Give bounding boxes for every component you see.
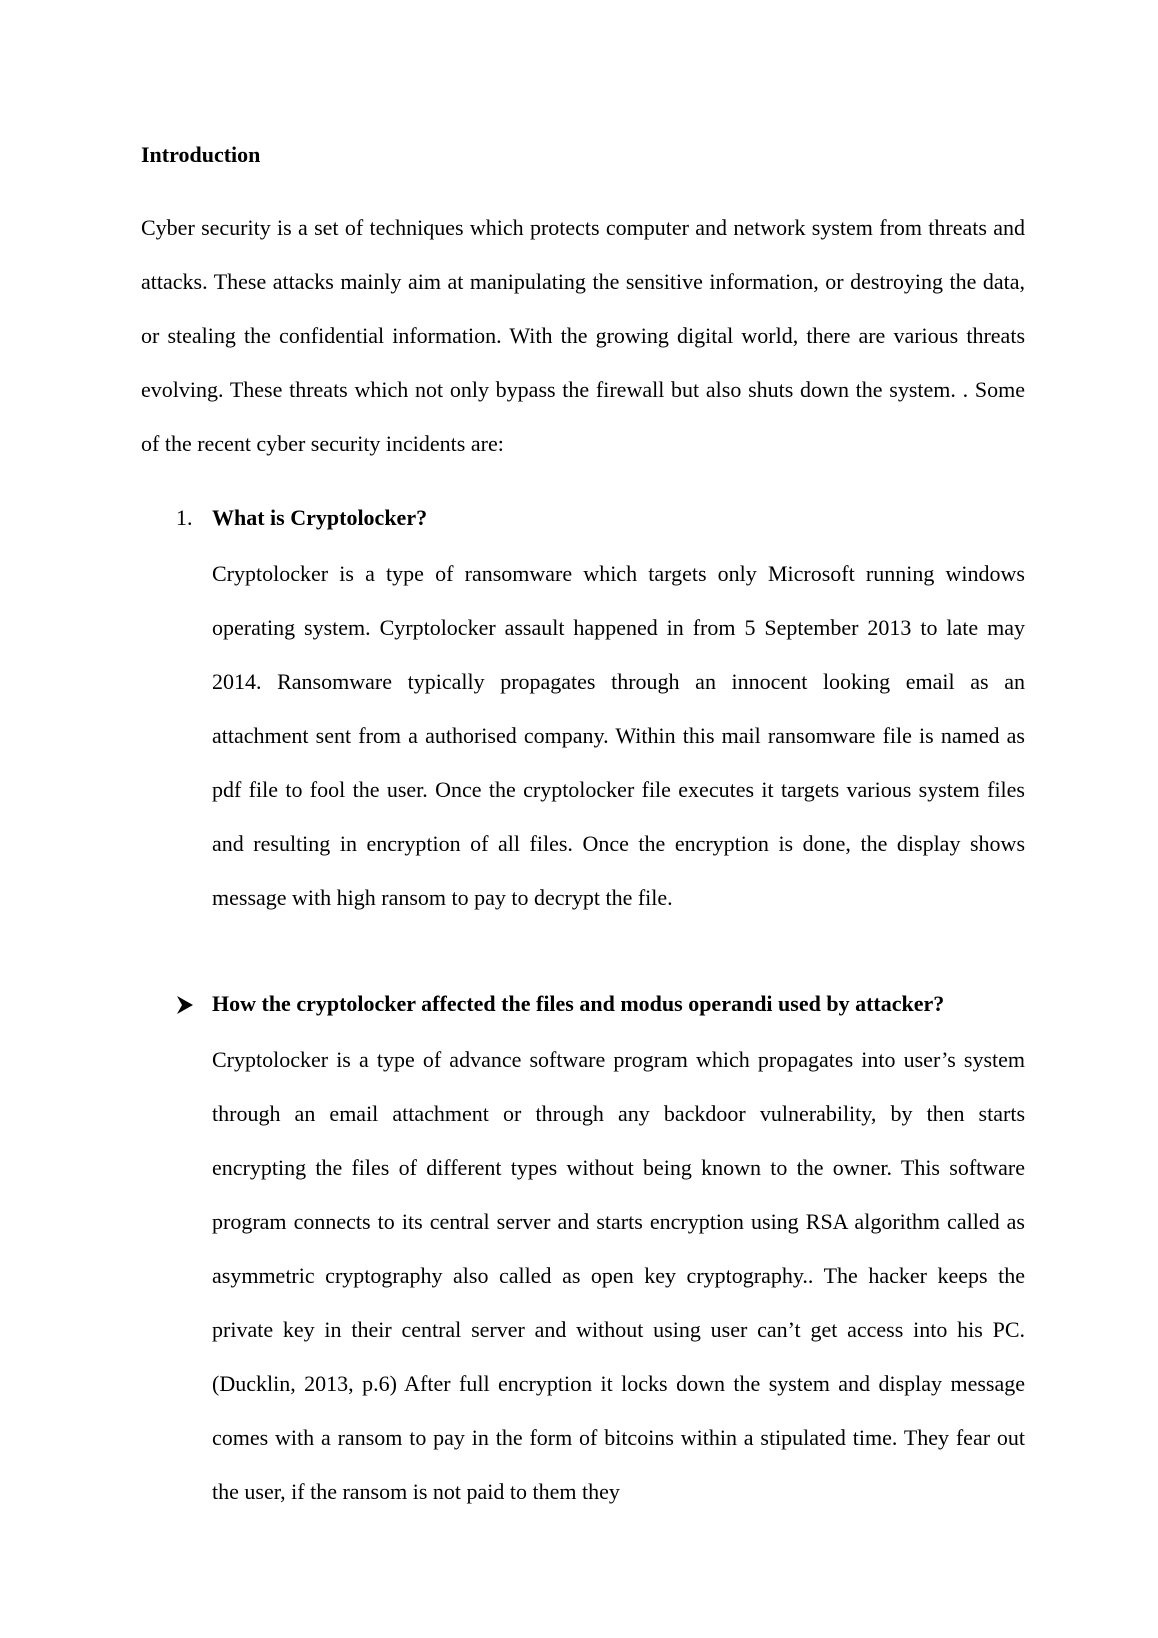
section-title-cryptolocker: What is Cryptolocker?	[212, 505, 428, 530]
page-heading: Introduction	[141, 142, 261, 167]
section-body-cryptolocker: Cryptolocker is a type of ransomware which targets only Microsoft running windows operating system. Cyrptolocker assault happened in from 5 September 2013 to late may 2014. Ransomware typically propagates through an innocent looking email as an attachment sent from a authorised company. Within this mail ransomware file is named as pdf file to fool the user. Once the cryptolocker file executes it targets various system files and resulting in encryption of all files. Once the encryption is done, the display shows message with high ransom to pay to decrypt the file.	[212, 561, 1025, 910]
list-number-marker: 1.	[176, 505, 193, 530]
intro-paragraph: Cyber security is a set of techniques which protects computer and network system from threats and attacks. These attacks mainly aim at manipulating the sensitive information, or destroying the data, or stealing the confidential information. With the growing digital world, there are various threats evolving. These threats which not only bypass the firewall but also shuts down the system. . Some of the recent cyber security incidents are:	[141, 215, 1025, 456]
section-title-modus-operandi: How the cryptolocker affected the files and modus operandi used by attacker?	[212, 991, 945, 1016]
arrow-bullet-icon	[176, 989, 194, 1015]
section-body-modus-operandi: Cryptolocker is a type of advance software program which propagates into user’s system through an email attachment or through any backdoor vulnerability, by then starts encrypting the files of different types without being known to the owner. This software program connects to its central server and starts encryption using RSA algorithm called as asymmetric cryptography also called as open key cryptography.. The hacker keeps the private key in their central server and without using user can’t get access into his PC. (Ducklin, 2013, p.6) After full encryption it locks down the system and display message comes with a ransom to pay in the form of bitcoins within a stipulated time. They fear out the user, if the ransom is not paid to them they	[212, 1047, 1025, 1504]
